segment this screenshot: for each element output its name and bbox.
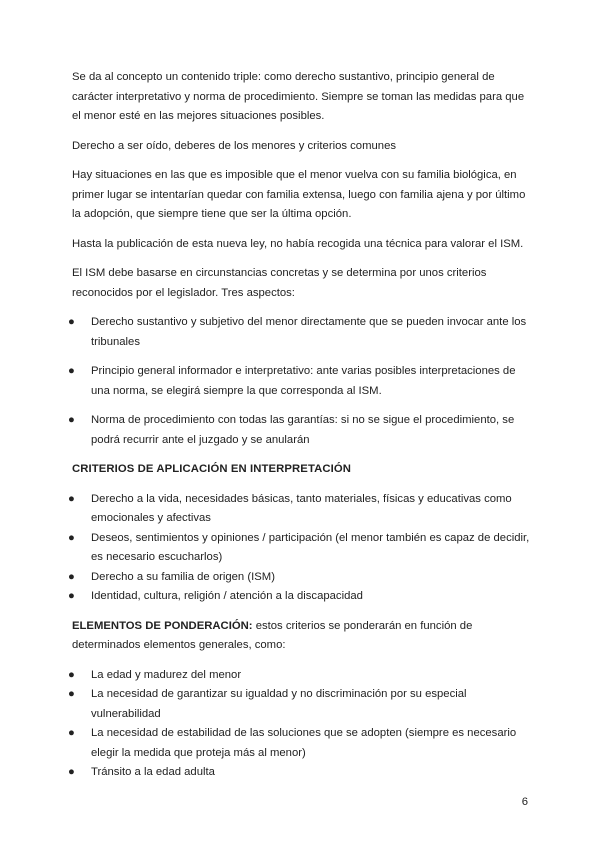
paragraph: El ISM debe basarse en circunstancias concretas y se determina por unos criterios reconocidos por el legislador. Tres aspectos:: [72, 267, 487, 299]
bullet-icon: ●: [68, 590, 75, 602]
bullet-icon: ●: [68, 492, 75, 505]
bullet-icon: ●: [68, 668, 75, 681]
section-heading: CRITERIOS DE APLICACIÓN EN INTERPRETACIÓN: [72, 463, 352, 475]
bullet-icon: ●: [68, 365, 75, 377]
paragraph: Hay situaciones en las que es imposible que el menor vuelva con su familia biológica, en primer lugar se intentarían quedar con familia extensa, luego con familia ajena y por último la adopción, que siempre tiene que ser la última opción.: [72, 169, 526, 220]
paragraph: Hasta la publicación de esta nueva ley, no había recogida una técnica para valorar el ISM.: [72, 237, 524, 250]
paragraph: Derecho a ser oído, deberes de los menores y criterios comunes: [72, 139, 397, 152]
bullet-icon: ●: [68, 316, 75, 328]
document-page: [68, 68, 532, 793]
elementos-list: [68, 666, 532, 783]
list-item: ● La necesidad de estabilidad de las soluciones que se adopten (siempre es necesario elegir la medida que proteja más al menor): [72, 724, 532, 763]
list-item: ● Principio general informador e interpretativo: ante varias posibles interpretaciones de una norma, se elegirá siempre la que corresponda al ISM.: [72, 362, 532, 401]
bullet-icon: ●: [68, 570, 75, 583]
section-heading: ELEMENTOS DE PONDERACIÓN:: [72, 619, 253, 632]
elementos-paragraph: ELEMENTOS DE PONDERACIÓN: estos criterios se ponderarán en función de determinados elementos generales, como:: [72, 619, 473, 651]
bullet-icon: ●: [68, 688, 75, 700]
list-item: ● Deseos, sentimientos y opiniones / participación (el menor también es capaz de decidir, es necesario escucharlos): [72, 529, 532, 568]
criterios-list: [68, 490, 532, 607]
bullet-icon: ●: [68, 414, 75, 426]
bullet-icon: ●: [68, 727, 75, 739]
list-item: ● La edad y madurez del menor: [72, 666, 532, 686]
aspects-list: [68, 313, 532, 450]
list-item: ● Derecho a su familia de origen (ISM): [72, 568, 532, 588]
list-item: ● Identidad, cultura, religión / atención a la discapacidad: [72, 587, 532, 607]
list-item: ● Tránsito a la edad adulta: [72, 763, 532, 783]
list-item: ● La necesidad de garantizar su igualdad y no discriminación por su especial vulnerabilidad: [72, 685, 532, 724]
list-item: ● Derecho a la vida, necesidades básicas, tanto materiales, físicas y educativas como emocionales y afectivas: [72, 490, 532, 529]
page-number: 6: [521, 796, 528, 808]
list-item: ● Derecho sustantivo y subjetivo del menor directamente que se pueden invocar ante los tribunales: [72, 313, 532, 352]
bullet-icon: ●: [68, 766, 75, 778]
paragraph: Se da al concepto un contenido triple: como derecho sustantivo, principio general de carácter interpretativo y norma de procedimiento. Siempre se toman las medidas para que el menor esté en las mejores situaciones posibles.: [72, 71, 525, 122]
list-item: ● Norma de procedimiento con todas las garantías: si no se sigue el procedimiento, se podrá recurrir ante el juzgado y se anularán: [72, 411, 532, 450]
bullet-icon: ●: [68, 531, 75, 544]
